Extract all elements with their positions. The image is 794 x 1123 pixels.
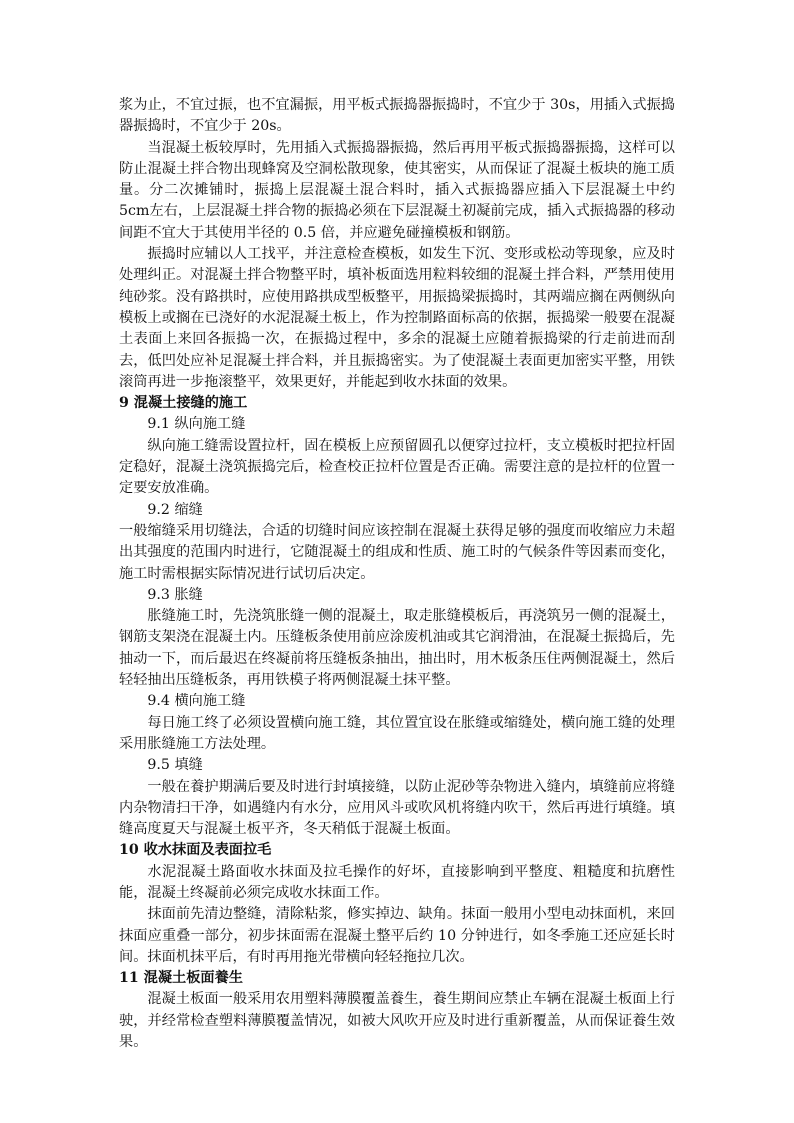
- paragraph-10-a: 水泥混凝土路面收水抹面及拉毛操作的好坏，直接影响到平整度、粗糙度和抗磨性能，混凝土终凝前必须完成收水抹面工作。: [119, 863, 675, 901]
- paragraph-thick-slab: 当混凝土板较厚时，先用插入式振捣器振捣，然后再用平板式振捣器振捣，这样可以防止混凝土拌合物出现蜂窝及空洞松散现象，使其密实，从而保证了混凝土板块的施工质量。分二次摊铺时，振捣上层混凝土混合料时，插入式振捣器应插入下层混凝土中约 5cm左右，上层混凝土拌合物的振捣必须在下层混凝土初凝前完成，插入式振捣器的移动间距不宜大于其使用半径的 0.5 倍，并应避免碰撞模板和钢筋。: [119, 139, 675, 241]
- document-body: [119, 95, 675, 1053]
- subheading-9-5: 9.5 填缝: [147, 757, 203, 774]
- subheading-9-3: 9.3 胀缝: [147, 586, 203, 603]
- paragraph-10-b: 抹面前先清边整缝，清除粘浆，修实掉边、缺角。抹面一般用小型电动抹面机，来回抹面应重叠一部分，初步抹面需在混凝土整平后约 10 分钟进行，如冬季施工还应延长时间。抹面机抹平后，有时再用拖光带横向轻轻拖拉几次。: [119, 906, 675, 965]
- subheading-9-1: 9.1 纵向施工缝: [147, 416, 246, 433]
- paragraph-9-5: 一般在養护期满后要及时进行封填接缝，以防止泥砂等杂物进入缝内，填缝前应将缝内杂物清扫干净，如遇缝内有水分，应用风斗或吹风机将缝内吹干，然后再进行填缝。填缝高度夏天与混凝土板平齐，冬天稍低于混凝土板面。: [119, 778, 675, 838]
- paragraph-9-3: 胀缝施工时，先浇筑胀缝一侧的混凝土，取走胀缝模板后，再浇筑另一侧的混凝土，钢筋支架浇在混凝土内。压缝板条使用前应涂废机油或其它润滑油，在混凝土振捣后，先抽动一下，而后最迟在终凝前将压缝板条抽出，抽出时，用木板条压住两侧混凝土，然后轻轻抽出压缝板条，再用铁模子将两侧混凝土抹平整。: [119, 608, 675, 689]
- subheading-9-4: 9.4 横向施工缝: [147, 693, 246, 710]
- paragraph-9-1: 纵向施工缝需设置拉杆，固在模板上应预留圆孔以便穿过拉杆，支立模板时把拉杆固定稳好，混凝土浇筑振捣完后，检查校正拉杆位置是否正确。需要注意的是拉杆的位置一定要安放准确。: [119, 437, 675, 497]
- paragraph-9-2: 一般缩缝采用切缝法，合适的切缝时间应该控制在混凝土获得足够的强度而收缩应力未超出其强度的范围内时进行，它随混凝土的组成和性质、施工时的气候条件等因素而变化，施工时需根据实际情况进行试切后决定。: [119, 522, 675, 582]
- section-heading-11: 11 混凝土板面養生: [119, 970, 243, 987]
- paragraph-vibration-continued: 浆为止，不宜过振，也不宜漏振，用平板式振捣器振捣时，不宜少于 30s，用插入式振捣器振捣时，不宜少于 20s。: [119, 97, 675, 135]
- subheading-9-2: 9.2 缩缝: [147, 501, 203, 518]
- paragraph-leveling: 振捣时应辅以人工找平，并注意检查模板，如发生下沉、变形或松动等现象，应及时处理纠正。对混凝土拌合物整平时，填补板面选用粒料较细的混凝土拌合料，严禁用使用纯砂浆。没有路拱时，应使用路拱成型板整平，用振捣梁振捣时，其两端应搁在两侧纵向模板上或搁在已浇好的水泥混凝土板上，作为控制路面标高的依据，振捣梁一般要在混凝土表面上来回各振捣一次，在振捣过程中，多余的混凝土应随着振捣梁的行走前进而刮去，低凹处应补足混凝土拌合料，并且振捣密实。为了使混凝土表面更加密实平整，用铁滚筒再进一步拖滚整平，效果更好，并能起到收水抹面的效果。: [119, 246, 675, 390]
- section-heading-9: 9 混凝土接缝的施工: [119, 395, 248, 412]
- paragraph-11: 混凝土板面一般采用农用塑料薄膜覆盖養生，養生期间应禁止车辆在混凝土板面上行驶，并经常检查塑料薄膜覆盖情况，如被大风吹开应及时进行重新覆盖，从而保证養生效果。: [119, 991, 675, 1051]
- paragraph-9-4: 每日施工终了必须设置横向施工缝，其位置宜设在胀缝或缩缝处，横向施工缝的处理采用胀缝施工方法处理。: [119, 714, 675, 752]
- section-heading-10: 10 收水抹面及表面拉毛: [119, 842, 272, 859]
